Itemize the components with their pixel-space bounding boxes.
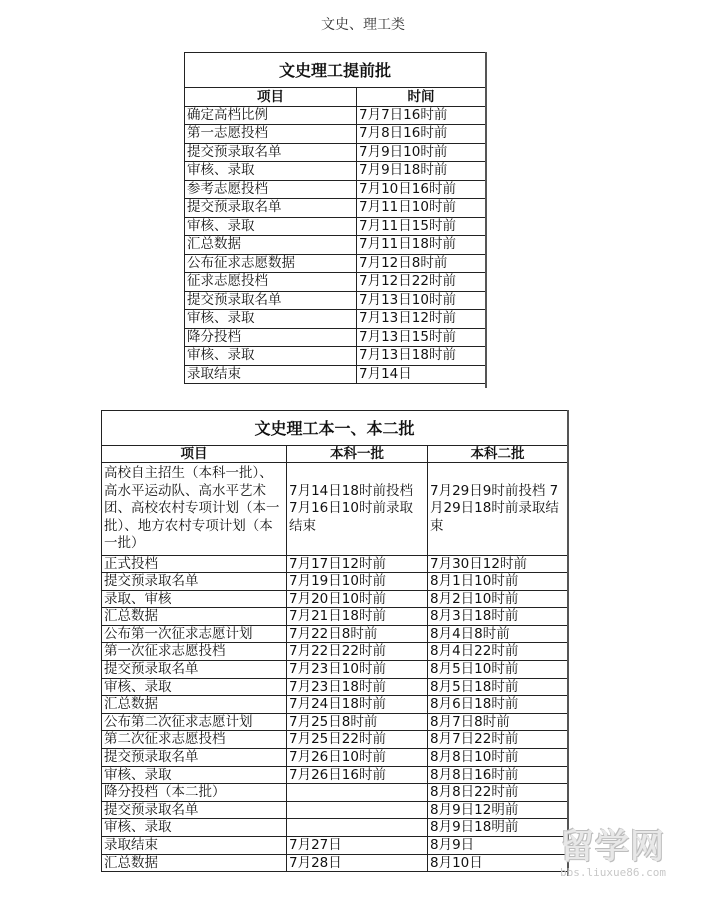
table-cell-item: 录取结束 <box>185 365 357 384</box>
table-cell-item: 汇总数据 <box>102 608 287 626</box>
table-cell-time: 8月10日 <box>428 854 568 872</box>
table-row <box>102 749 568 767</box>
table-cell-item: 汇总数据 <box>185 236 357 255</box>
table-cell-item: 降分投档 <box>185 328 357 347</box>
table-cell-time: 7月27日 <box>287 837 428 855</box>
column-header-time: 时间 <box>357 88 486 107</box>
table-cell-time: 8月8日10时前 <box>428 749 568 767</box>
table-cell-time: 7月25日22时前 <box>287 731 428 749</box>
table-row <box>185 328 486 347</box>
table-cell-item: 汇总数据 <box>102 854 287 872</box>
table-cell-item: 提交预录取名单 <box>102 801 287 819</box>
table-row <box>102 854 568 872</box>
table-cell-time: 7月13日18时前 <box>357 347 486 366</box>
column-header-batch2: 本科二批 <box>428 446 568 463</box>
table-cell-item: 审核、录取 <box>102 678 287 696</box>
table-row <box>102 608 568 626</box>
table-cell-time: 7月23日18时前 <box>287 678 428 696</box>
table-cell-time: 7月28日 <box>287 854 428 872</box>
table-row <box>102 784 568 802</box>
table-cell-time: 7月9日18时前 <box>357 162 486 181</box>
table-shadow <box>567 410 569 876</box>
table-cell-time: 8月8日16时前 <box>428 766 568 784</box>
table-cell-item: 审核、录取 <box>102 819 287 837</box>
table-cell-time: 7月20日10时前 <box>287 590 428 608</box>
table-cell-time: 7月30日12时前 <box>428 555 568 573</box>
watermark-url: bbs.liuxue86.com <box>560 866 666 879</box>
table-cell-time: 8月9日18明前 <box>428 819 568 837</box>
table-cell-time: 7月21日18时前 <box>287 608 428 626</box>
page-heading: 文史、理工类 <box>321 17 405 33</box>
table-cell-item: 第二次征求志愿投档 <box>102 731 287 749</box>
table-row <box>185 143 486 162</box>
table-row <box>185 125 486 144</box>
table-row <box>185 236 486 255</box>
table-cell-item: 审核、录取 <box>185 310 357 329</box>
table-row <box>185 217 486 236</box>
table-row <box>185 291 486 310</box>
table-cell-time: 8月7日8时前 <box>428 713 568 731</box>
table-row <box>102 696 568 714</box>
column-header-item: 项目 <box>102 446 287 463</box>
table-cell-time: 8月3日18时前 <box>428 608 568 626</box>
table-cell-item: 提交预录取名单 <box>102 749 287 767</box>
table-row <box>102 555 568 573</box>
table-cell-item: 参考志愿投档 <box>185 180 357 199</box>
table-row <box>102 819 568 837</box>
table-cell-item: 审核、录取 <box>185 347 357 366</box>
table-cell-time: 7月22日8时前 <box>287 625 428 643</box>
table-row <box>185 180 486 199</box>
table-cell-time: 7月24日18时前 <box>287 696 428 714</box>
table-cell-time: 8月5日10时前 <box>428 661 568 679</box>
table-cell-time: 8月1日10时前 <box>428 573 568 591</box>
table-cell-time: 8月7日22时前 <box>428 731 568 749</box>
table-cell-time: 7月12日22时前 <box>357 273 486 292</box>
table-cell-item: 审核、录取 <box>185 217 357 236</box>
table-cell-time: 7月22日22时前 <box>287 643 428 661</box>
table-title: 文史理工提前批 <box>185 53 486 88</box>
table-cell-time: 7月12日8时前 <box>357 254 486 273</box>
table-cell-item: 提交预录取名单 <box>102 661 287 679</box>
table-cell-item: 提交预录取名单 <box>185 199 357 218</box>
table-cell-time: 8月8日22时前 <box>428 784 568 802</box>
table-cell-time: 7月11日18时前 <box>357 236 486 255</box>
table-cell-time: 7月13日10时前 <box>357 291 486 310</box>
table-cell-time: 8月4日8时前 <box>428 625 568 643</box>
table-cell-time: 8月9日12明前 <box>428 801 568 819</box>
table-cell-item: 提交预录取名单 <box>185 143 357 162</box>
table-cell-time: 7月26日16时前 <box>287 766 428 784</box>
table-row <box>102 573 568 591</box>
table-cell-item: 提交预录取名单 <box>185 291 357 310</box>
table-cell-item: 第一志愿投档 <box>185 125 357 144</box>
column-header-item: 项目 <box>185 88 357 107</box>
watermark <box>560 828 720 888</box>
table-cell-item: 公布第一次征求志愿计划 <box>102 625 287 643</box>
table-cell-item: 汇总数据 <box>102 696 287 714</box>
table-cell-item: 征求志愿投档 <box>185 273 357 292</box>
table-row <box>185 310 486 329</box>
table-row <box>185 365 486 384</box>
table-row <box>102 766 568 784</box>
table-cell-item: 第一次征求志愿投档 <box>102 643 287 661</box>
table-cell-item: 提交预录取名单 <box>102 573 287 591</box>
table-cell-item: 确定高档比例 <box>185 106 357 125</box>
column-header-batch1: 本科一批 <box>287 446 428 463</box>
table-row <box>102 590 568 608</box>
batch-one-two-table <box>101 410 568 872</box>
early-batch-table <box>184 52 486 384</box>
table-cell-item: 公布第二次征求志愿计划 <box>102 713 287 731</box>
table-cell-batch1: 7月14日18时前投档 7月16日10时前录取结束 <box>287 463 428 556</box>
table-cell-item: 降分投档（本二批） <box>102 784 287 802</box>
table-row <box>102 678 568 696</box>
table-row <box>102 643 568 661</box>
table-cell-time: 7月25日8时前 <box>287 713 428 731</box>
table-cell-time: 8月5日18时前 <box>428 678 568 696</box>
table-cell-item: 正式投档 <box>102 555 287 573</box>
table-cell-item: 高校自主招生（本科一批）、高水平运动队、高水平艺术团、高校农村专项计划（本一批）、地方农村专项计划（本一批） <box>102 463 287 556</box>
table-row <box>102 661 568 679</box>
table-cell-time: 7月7日16时前 <box>357 106 486 125</box>
table-cell-time <box>287 801 428 819</box>
table-cell-time: 8月9日 <box>428 837 568 855</box>
table-cell-time <box>287 819 428 837</box>
table-cell-time: 7月13日15时前 <box>357 328 486 347</box>
table-cell-time <box>287 784 428 802</box>
table-cell-time: 7月23日10时前 <box>287 661 428 679</box>
table-cell-item: 录取结束 <box>102 837 287 855</box>
table-row <box>185 106 486 125</box>
table-title: 文史理工本一、本二批 <box>102 411 568 446</box>
table-cell-time: 7月19日10时前 <box>287 573 428 591</box>
table-cell-time: 8月2日10时前 <box>428 590 568 608</box>
table-cell-time: 7月8日16时前 <box>357 125 486 144</box>
table-row <box>102 801 568 819</box>
table-cell-item: 录取、审核 <box>102 590 287 608</box>
table-cell-time: 7月11日15时前 <box>357 217 486 236</box>
table-cell-time: 7月26日10时前 <box>287 749 428 767</box>
watermark-logo: 留学网 <box>560 827 665 867</box>
table-row <box>102 463 568 556</box>
table-row <box>185 347 486 366</box>
table-cell-item: 公布征求志愿数据 <box>185 254 357 273</box>
table-cell-time: 7月14日 <box>357 365 486 384</box>
table-cell-time: 7月11日10时前 <box>357 199 486 218</box>
table-row <box>102 625 568 643</box>
table-row <box>102 713 568 731</box>
table-cell-time: 8月6日18时前 <box>428 696 568 714</box>
table-cell-time: 7月13日12时前 <box>357 310 486 329</box>
table-cell-time: 8月4日22时前 <box>428 643 568 661</box>
table-row <box>185 254 486 273</box>
table-cell-time: 7月9日10时前 <box>357 143 486 162</box>
table-row <box>102 837 568 855</box>
table-shadow <box>485 52 487 388</box>
table-cell-time: 7月10日16时前 <box>357 180 486 199</box>
table-row <box>185 199 486 218</box>
table-cell-item: 审核、录取 <box>102 766 287 784</box>
table-cell-batch2: 7月29日9时前投档 7月29日18时前录取结束 <box>428 463 568 556</box>
table-body <box>102 463 568 872</box>
table-body <box>185 106 486 384</box>
table-cell-item: 审核、录取 <box>185 162 357 181</box>
table-row <box>185 162 486 181</box>
table-row <box>102 731 568 749</box>
table-cell-time: 7月17日12时前 <box>287 555 428 573</box>
table-row <box>185 273 486 292</box>
